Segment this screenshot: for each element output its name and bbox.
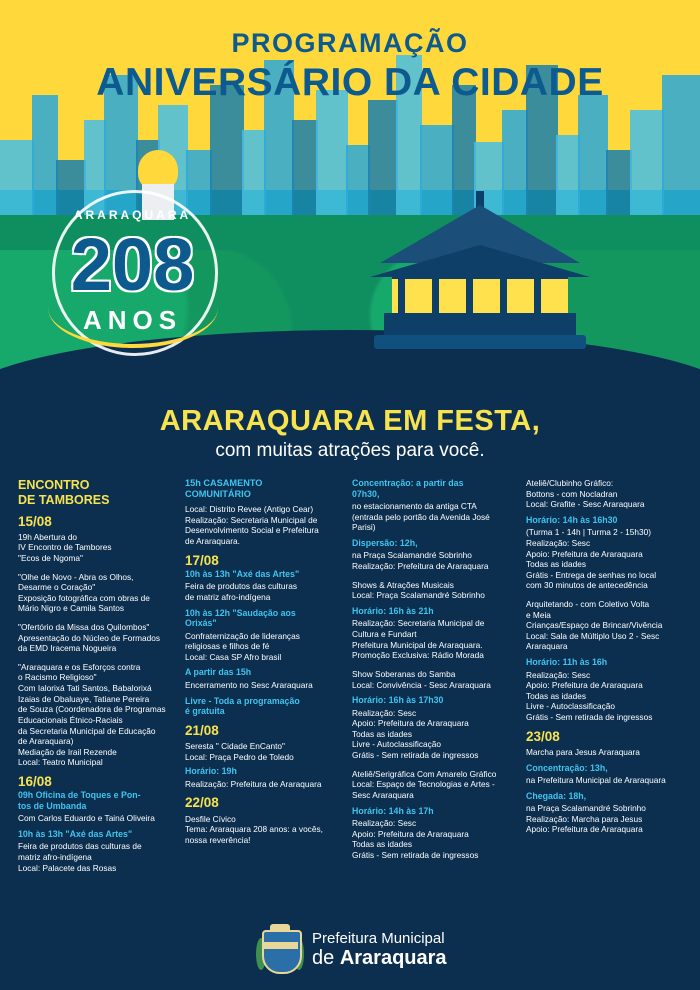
entry-text: Apoio: Prefeitura de Araraquara [526, 824, 643, 835]
entry-text: Prefeitura Municipal de Araraquara. [352, 639, 483, 650]
entry-text: Sesc Araraquara [352, 789, 414, 800]
entry-text: nossa reverência! [185, 834, 251, 845]
entry-subtitle: 15h CASAMENTO [185, 478, 263, 488]
entry-text: Apoio: Prefeitura de Araraquara [526, 548, 643, 559]
entry-text: Realização: Prefeitura de Araraquara [352, 561, 489, 572]
date-heading-16-08: 16/08 [18, 773, 52, 789]
entry-text: Apoio: Prefeitura de Araraquara [352, 828, 469, 839]
entry-text: na Praça Scalamandré Sobrinho [526, 803, 646, 814]
footer [0, 910, 700, 990]
entry-text: Exposição fotográfica com obras de [18, 592, 150, 603]
entry-text: Ateliê/Clubinho Gráfico: [526, 478, 614, 488]
entry-text: "Ecos de Ngoma" [18, 552, 83, 563]
entry-text: Desenvolvimento Social e Prefeitura [185, 525, 319, 536]
entry-text: "Ofertório da Missa dos Quilombos" [18, 622, 150, 633]
entry-text: Mário Nigro e Camila Santos [18, 603, 125, 614]
entry-text: na Prefeitura Municipal de Araraquara [526, 775, 666, 786]
page-title [0, 28, 700, 105]
entry-text: (Turma 1 - 14h | Turma 2 - 15h30) [526, 527, 651, 538]
entry-text: matriz afro-indígena [18, 852, 92, 863]
date-heading-23-08: 23/08 [526, 728, 560, 744]
title-line-1: PROGRAMAÇÃO [231, 28, 469, 58]
entry-text: Todas as idades [352, 728, 412, 739]
entry-text: o Racismo Religioso" [18, 672, 97, 683]
entry-text: no estacionamento da antiga CTA [352, 501, 477, 512]
entry-text: Local: Palacete das Rosas [18, 862, 117, 873]
program-column-4 [526, 478, 686, 835]
entry-text: Realização: Prefeitura de Araraquara [185, 778, 322, 789]
entry-text: Local: Convivência - Sesc Araraquara [352, 679, 491, 690]
entry-text: Tema: Araraquara 208 anos: a vocês, [185, 824, 323, 835]
entry-subtitle: Horário: 14h às 16h30 [526, 514, 618, 525]
footer-text [312, 930, 447, 970]
entry-text: Parisi) [352, 522, 376, 533]
entry-text: Seresta " Cidade EnCanto" [185, 740, 285, 751]
footer-line-2-strong: Araraquara [339, 947, 447, 969]
program-column-3 [352, 478, 512, 861]
entry-subtitle: Concentração: 13h, [526, 762, 608, 773]
entry-subtitle: 07h30, [352, 488, 380, 499]
entry-text: de Araraquara. [185, 535, 240, 546]
entry-subtitle: Concentração: a partir das [352, 478, 464, 488]
entry-text: da EMD Iracema Nogueira [18, 643, 117, 654]
entry-text: Com Carlos Eduardo e Tainá Oliveira [18, 813, 155, 824]
entry-text: Desfile Cívico [185, 813, 236, 824]
entry-text: Local: Teatro Municipal [18, 757, 103, 768]
entry-text: Local: Casa SP Afro brasil [185, 651, 282, 662]
entry-subtitle: Orixás" [185, 618, 217, 629]
entry-text: Realização: Sesc [526, 669, 591, 680]
section-title-line2: DE TAMBORES [18, 492, 110, 507]
entry-text: Realização: Sesc [352, 818, 417, 829]
section-title-line1: ENCONTRO [18, 478, 90, 492]
entry-text: Bottons - com Nocladran [526, 488, 618, 499]
entry-text: Marcha para Jesus Araraquara [526, 746, 640, 757]
date-heading-22-08: 22/08 [185, 795, 219, 811]
title-line-2: ANIVERSÁRIO DA CIDADE [96, 61, 604, 104]
entry-text: Todas as idades [526, 559, 586, 570]
program-column-1 [18, 478, 166, 873]
footer-line-2 [312, 947, 447, 970]
anniversary-seal [40, 190, 225, 390]
entry-text: Grátis - Sem retirada de ingressos [526, 712, 653, 723]
entry-text: Mediação de Irail Rezende [18, 746, 117, 757]
entry-text: Confraternização de lideranças [185, 630, 300, 641]
entry-text: da Secretaria Municipal de Educação [18, 725, 156, 736]
entry-text: Apoio: Prefeitura de Araraquara [526, 680, 643, 691]
entry-text: Livre - Autoclassificação [352, 739, 442, 750]
entry-text: Shows & Atrações Musicais [352, 579, 454, 590]
entry-subtitle: é gratuita [185, 706, 225, 717]
entry-text: Realização: Sesc [352, 707, 417, 718]
entry-text: Ateliê/Serigráfica Com Amarelo Gráfico [352, 768, 497, 779]
entry-text: Local: Espaço de Tecnologias e Artes - [352, 779, 495, 790]
entry-subtitle: Dispersão: 12h, [352, 537, 418, 548]
entry-text: Izaias de Obaluaye, Tatiane Pereira [18, 693, 150, 704]
entry-text: e Meia [526, 609, 551, 620]
entry-subtitle: COMUNITÁRIO [185, 489, 251, 500]
bandstand-illustration [370, 205, 590, 365]
entry-text: de Araraquara) [18, 736, 74, 747]
date-heading-17-08: 17/08 [185, 552, 219, 568]
entry-text: Local: Grafite - Sesc Araraquara [526, 499, 645, 510]
entry-text: Show Soberanas do Samba [352, 668, 456, 679]
entry-text: Livre - Autoclassificação [526, 701, 616, 712]
entry-text: de matriz afro-indígena [185, 591, 271, 602]
tagline [0, 405, 700, 462]
entry-text: Feira de produtos das culturas [185, 581, 298, 592]
entry-text: Promoção Exclusiva: Rádio Morada [352, 650, 484, 661]
entry-text: na Praça Scalamandré Sobrinho [352, 550, 472, 561]
program-columns [0, 478, 700, 908]
entry-text: "Araraquara e os Esforços contra [18, 661, 141, 672]
entry-text: Encerramento no Sesc Araraquara [185, 680, 313, 690]
entry-subtitle: Horário: 14h às 17h [352, 805, 434, 816]
entry-subtitle: Livre - Toda a programação [185, 695, 300, 706]
entry-subtitle: 10h às 13h "Axé das Artes" [18, 828, 133, 839]
entry-text: de Souza (Coordenadora de Programas [18, 704, 166, 715]
entry-text: "Olhe de Novo - Abra os Olhos, [18, 571, 134, 582]
seal-number: 208 [70, 223, 195, 306]
entry-text: com 30 minutos de antecedência [526, 580, 648, 591]
program-column-2 [185, 478, 335, 845]
entry-text: Com Ialorixá Tati Santos, Babalorixá [18, 683, 152, 694]
entry-text: Todas as idades [526, 690, 586, 701]
entry-text: Local: Sala de Múltiplo Uso 2 - Sesc [526, 630, 660, 641]
city-crest-icon [258, 924, 302, 976]
entry-text: Local: Praça Pedro de Toledo [185, 751, 294, 762]
entry-text: Local: Distrito Revee (Antigo Cear) [185, 504, 314, 515]
entry-text: Realização: Secretaria Municipal de [185, 514, 318, 525]
seal-city-label: ARARAQUARA [73, 208, 192, 222]
tagline-line-2: com muitas atrações para você. [215, 440, 485, 461]
footer-line-1: Prefeitura Municipal [312, 930, 445, 947]
entry-text: 19h Abertura do [18, 531, 78, 542]
entry-subtitle: Horário: 11h às 16h [526, 657, 608, 668]
entry-subtitle: 10h às 12h "Saudação aos [185, 607, 296, 618]
seal-anos-label: ANOS [82, 305, 183, 335]
footer-line-2-prefix: de [312, 947, 340, 969]
entry-text: Feira de produtos das culturas de [18, 841, 142, 852]
entry-text: Grátis - Sem retirada de ingressos [352, 750, 479, 761]
entry-text: Araraquara [526, 641, 568, 652]
entry-subtitle: 10h às 13h "Axé das Artes" [185, 568, 300, 579]
entry-text: Arquitetando - com Coletivo Volta [526, 599, 650, 610]
entry-subtitle: tos de Umbanda [18, 800, 87, 811]
entry-text: religiosas e filhos de fé [185, 641, 270, 652]
entry-text: Cultura e Fundart [352, 629, 417, 640]
date-heading-15-08: 15/08 [18, 513, 52, 529]
entry-text: Grátis - Sem retirada de ingressos [352, 849, 479, 860]
entry-subtitle: A partir das 15h [185, 667, 252, 678]
entry-text: Educacionais Étnico-Raciais [18, 714, 123, 725]
date-heading-21-08: 21/08 [185, 722, 219, 738]
entry-text: Todas as idades [352, 839, 412, 850]
tagline-line-1: ARARAQUARA EM FESTA, [159, 405, 541, 437]
entry-text: Local: Praça Scalamandré Sobrinho [352, 590, 485, 601]
entry-text: Apoio: Prefeitura de Araraquara [352, 718, 469, 729]
entry-subtitle: Horário: 16h às 21h [352, 605, 434, 616]
entry-text: Realização: Secretaria Municipal de [352, 618, 485, 629]
entry-text: (entrada pelo portão da Avenida José [352, 511, 490, 522]
entry-text: Desarme o Coração" [18, 582, 96, 593]
entry-text: Grátis - Entrega de senhas no local [526, 569, 657, 580]
entry-subtitle: 09h Oficina de Toques e Pon- [18, 790, 141, 801]
entry-subtitle: Horário: 16h às 17h30 [352, 695, 444, 706]
entry-text: Realização: Sesc [526, 537, 591, 548]
entry-text: Apresentação do Núcleo de Formados [18, 632, 161, 643]
entry-subtitle: Chegada: 18h, [526, 790, 587, 801]
entry-subtitle: Horário: 19h [185, 766, 237, 777]
entry-text: IV Encontro de Tambores [18, 542, 112, 553]
entry-text: Crianças/Espaço de Brincar/Vivência [526, 620, 663, 631]
entry-text: Realização: Marcha para Jesus [526, 813, 643, 824]
